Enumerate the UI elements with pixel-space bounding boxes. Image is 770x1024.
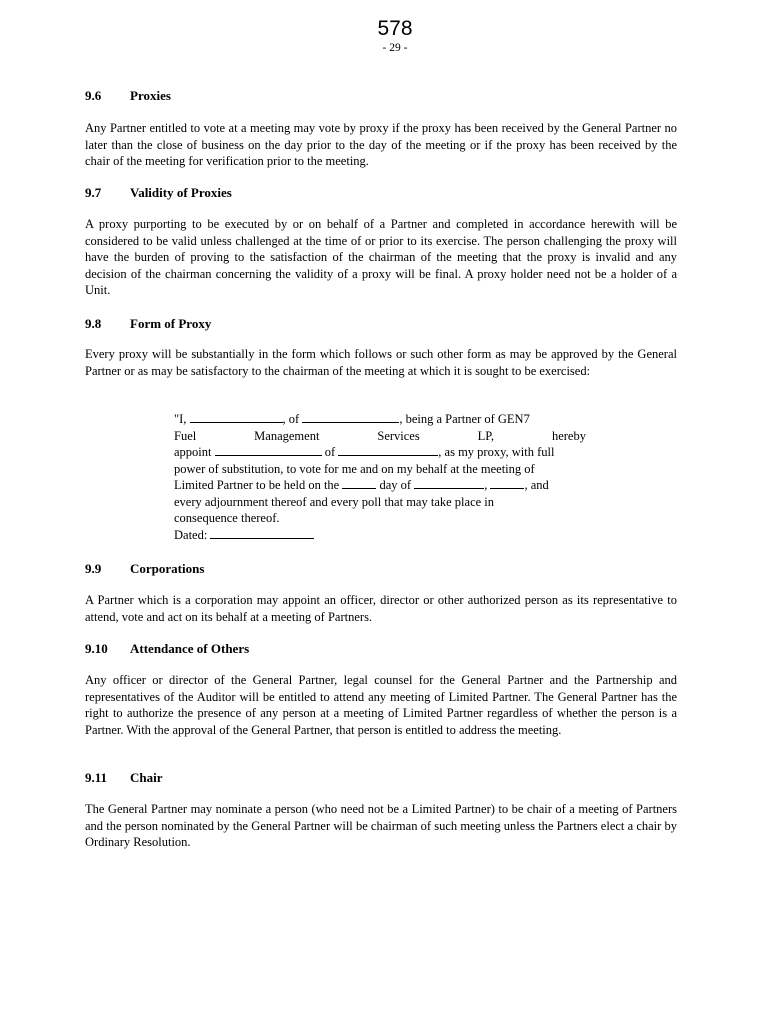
section-paragraph: Any officer or director of the General Partner, legal counsel for the General Partner and the Partnership and representatives of the Auditor will be entitled to attend any meeting of Limited Partner. The General Partner has the right to authorize the presence of any person at a meeting of Limited Partner regardless of whether the person is a Partner. With the approval of the General Partner, that person is entitled to address the meeting. xyxy=(85,673,677,737)
proxy-form-text: LP, xyxy=(477,428,494,443)
address-blank xyxy=(302,411,399,423)
section-title: Corporations xyxy=(130,561,205,576)
section-9-9 xyxy=(85,561,677,625)
proxy-form-line xyxy=(174,477,586,494)
proxy-form-text: , of xyxy=(282,412,300,426)
proxy-form-text: , as my proxy, with full xyxy=(438,445,555,459)
proxy-form-line xyxy=(174,411,586,428)
proxy-form-line: consequence thereof. xyxy=(174,511,280,525)
year-blank xyxy=(490,477,524,489)
section-heading xyxy=(85,316,677,332)
page-stamp: 578 xyxy=(377,17,413,40)
section-number: 9.11 xyxy=(85,770,108,785)
proxy-form-line xyxy=(174,444,586,461)
section-9-11 xyxy=(85,770,677,851)
proxy-form-text: day of xyxy=(379,478,412,492)
proxy-form xyxy=(174,411,586,543)
proxy-form-text: , being a Partner of GEN7 xyxy=(399,412,530,426)
proxy-form-text: Services xyxy=(377,428,420,443)
proxy-form-text: hereby xyxy=(551,428,586,443)
section-paragraph: A Partner which is a corporation may appoint an officer, director or other authorized person as its representative to attend, vote and act on its behalf at a meeting of Partners. xyxy=(85,593,677,624)
proxy-form-text: Limited Partner to be held on the xyxy=(174,478,340,492)
proxy-form-line: power of substitution, to vote for me and on my behalf at the meeting of xyxy=(174,461,535,476)
proxy-form-text: Dated: xyxy=(174,527,208,542)
proxy-form-text: , and xyxy=(524,478,549,492)
section-heading xyxy=(85,561,677,577)
proxy-form-text: of xyxy=(324,445,336,459)
day-blank xyxy=(342,477,376,489)
proxy-form-text: appoint xyxy=(174,445,212,459)
section-number: 9.8 xyxy=(85,316,102,331)
date-blank xyxy=(210,527,314,539)
section-9-8 xyxy=(85,316,677,379)
section-heading xyxy=(85,185,677,201)
section-number: 9.10 xyxy=(85,641,108,656)
proxy-form-text: Management xyxy=(254,428,320,443)
proxy-form-text: , xyxy=(484,478,488,492)
section-title: Chair xyxy=(130,770,163,785)
proxy-name-blank xyxy=(215,444,322,456)
section-9-10 xyxy=(85,641,677,738)
section-title: Attendance of Others xyxy=(130,641,250,656)
section-heading xyxy=(85,88,677,104)
name-blank xyxy=(190,411,283,423)
proxy-form-line xyxy=(174,527,586,544)
proxy-address-blank xyxy=(338,444,438,456)
proxy-form-line xyxy=(174,428,586,445)
section-paragraph: A proxy purporting to be executed by or on behalf of a Partner and completed in accordance herewith will be considered to be valid unless challenged at the time of or prior to its exercise. The person challenging the proxy will have the burden of proving to the satisfaction of the chairman of the meeting that the proxy is invalid and any decision of the chairman concerning the validity of a proxy will be final. A proxy holder need not be a holder of a Unit. xyxy=(85,217,677,297)
section-title: Form of Proxy xyxy=(130,316,212,331)
section-9-7 xyxy=(85,185,677,299)
section-number: 9.9 xyxy=(85,561,102,576)
section-paragraph: Every proxy will be substantially in the form which follows or such other form as may be approved by the General Partner or as may be satisfactory to the chairman of the meeting at which it is sought to be exercised: xyxy=(85,347,677,378)
section-title: Proxies xyxy=(130,88,171,103)
month-blank xyxy=(414,477,484,489)
section-paragraph: Any Partner entitled to vote at a meeting may vote by proxy if the proxy has been received by the General Partner no later than the close of business on the day prior to the day of the meeting or if the proxy has been received by the chair of the meeting for verification prior to the meeting. xyxy=(85,121,677,168)
proxy-form-text: "I, xyxy=(174,412,187,426)
section-heading xyxy=(85,641,677,657)
section-title: Validity of Proxies xyxy=(130,185,232,200)
proxy-form-line: every adjournment thereof and every poll that may take place in xyxy=(174,494,495,509)
section-number: 9.6 xyxy=(85,88,102,103)
section-paragraph: The General Partner may nominate a person (who need not be a Limited Partner) to be chair of a meeting of Partners and the person nominated by the General Partner will be chairman of such meeting unless the Partners elect a chair by Ordinary Resolution. xyxy=(85,802,677,849)
proxy-form-text: Fuel xyxy=(174,428,197,443)
section-9-6 xyxy=(85,88,677,170)
page-number: - 29 - xyxy=(382,42,408,54)
section-number: 9.7 xyxy=(85,185,102,200)
section-heading xyxy=(85,770,677,786)
